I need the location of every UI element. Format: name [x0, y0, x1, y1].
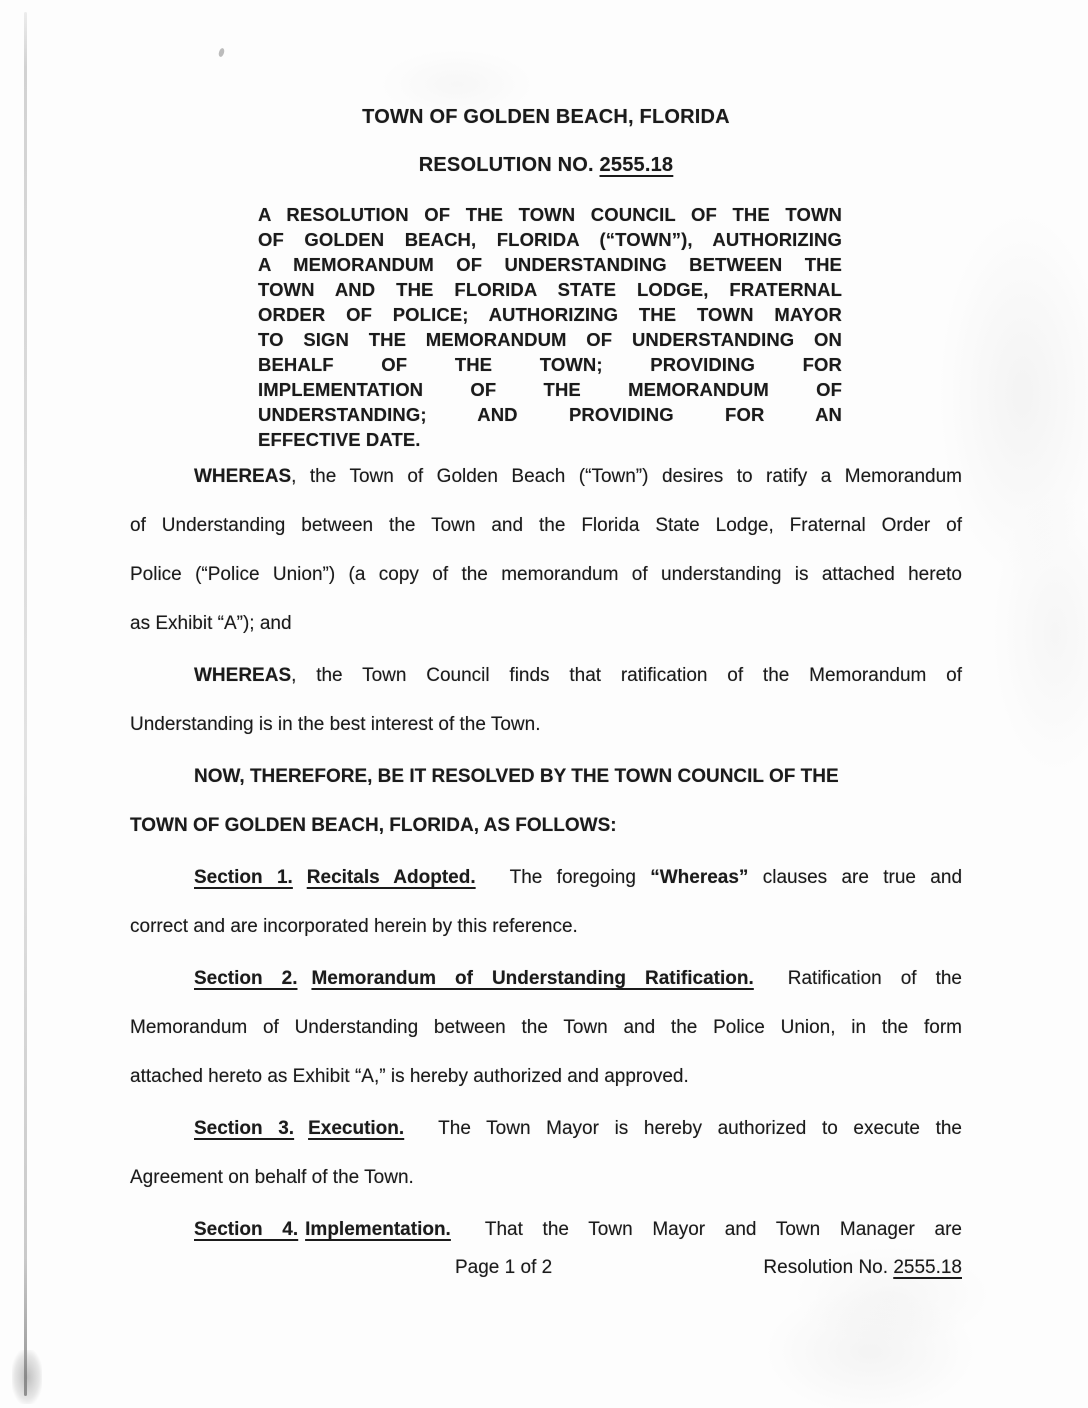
- section-2-memorandum-ratification: [130, 954, 962, 1101]
- text-segment: WHEREAS: [194, 466, 292, 487]
- text-line: [130, 752, 962, 801]
- text-line: [130, 599, 962, 648]
- footer-resolution-number: 2555.18: [893, 1257, 962, 1278]
- text-segment: Section 1.: [194, 867, 293, 888]
- resolution-label: RESOLUTION NO.: [418, 154, 600, 176]
- text-segment: The Town Mayor is hereby authorized to execute the: [438, 1118, 962, 1139]
- text-line: [130, 550, 962, 599]
- text-segment: , the Town of Golden Beach (“Town”) desires to ratify a Memorandum: [291, 466, 962, 487]
- text-segment: ORDER OF POLICE; AUTHORIZING THE TOWN MAYOR: [258, 304, 842, 325]
- text-line: [258, 252, 842, 277]
- text-segment: Police (“Police Union”) (a copy of the memorandum of understanding is attached hereto: [130, 564, 962, 585]
- text-segment: TOWN OF GOLDEN BEACH, FLORIDA, AS FOLLOWS:: [130, 815, 617, 836]
- text-segment: Section 2.: [194, 968, 298, 989]
- text-segment: as Exhibit “A”); and: [130, 613, 292, 634]
- text-segment: TOWN AND THE FLORIDA STATE LODGE, FRATERNAL: [258, 279, 842, 300]
- text-line: [258, 402, 842, 427]
- text-line: [258, 302, 842, 327]
- text-segment: EFFECTIVE DATE.: [258, 429, 421, 450]
- resolution-number: 2555.18: [599, 154, 674, 176]
- text-segment: UNDERSTANDING; AND PROVIDING FOR AN: [258, 404, 842, 425]
- text-segment: A RESOLUTION OF THE TOWN COUNCIL OF THE TOWN: [258, 204, 842, 225]
- resolution-summary-caption: [258, 202, 842, 452]
- text-line: [130, 1003, 962, 1052]
- text-line: [258, 277, 842, 302]
- text-segment: Section 4.: [194, 1219, 299, 1240]
- text-segment: Implementation.: [305, 1219, 451, 1240]
- whereas-clause-2: [130, 651, 962, 749]
- text-line: [130, 1104, 962, 1153]
- scan-artifact-bottom-smudge: [12, 1350, 42, 1404]
- text-line: [130, 902, 962, 951]
- text-segment: Agreement on behalf of the Town.: [130, 1167, 414, 1188]
- text-segment: “Whereas”: [650, 867, 749, 888]
- text-line: [130, 452, 962, 501]
- text-segment: Execution.: [308, 1118, 405, 1139]
- text-segment: Memorandum of Understanding Ratification.: [311, 968, 754, 989]
- scan-artifact-vertical-line: [24, 12, 27, 1396]
- text-line: [130, 651, 962, 700]
- text-line: [258, 427, 842, 452]
- resolution-number-heading: [130, 152, 962, 178]
- text-segment: The foregoing: [509, 867, 651, 888]
- text-segment: That the Town Mayor and Town Manager are: [484, 1219, 962, 1240]
- document-body: [130, 202, 962, 1254]
- text-segment: NOW, THEREFORE, BE IT RESOLVED BY THE TOWN COUNCIL OF THE: [194, 766, 839, 787]
- resolved-clause: [130, 752, 962, 850]
- document-content: [130, 0, 962, 1257]
- section-3-execution: [130, 1104, 962, 1202]
- text-segment: correct and are incorporated herein by this reference.: [130, 916, 578, 937]
- footer-resolution-reference: [763, 1256, 962, 1280]
- page-number: Page 1 of 2: [455, 1257, 553, 1278]
- text-segment: OF GOLDEN BEACH, FLORIDA (“TOWN”), AUTHORIZING: [258, 229, 842, 250]
- whereas-clause-1: [130, 452, 962, 648]
- text-line: [130, 501, 962, 550]
- text-segment: of Understanding between the Town and the Florida State Lodge, Fraternal Order of: [130, 515, 962, 536]
- text-segment: WHEREAS: [194, 665, 292, 686]
- text-line: [130, 801, 962, 850]
- text-segment: clauses are true and: [748, 867, 963, 888]
- text-line: [258, 377, 842, 402]
- text-segment: Memorandum of Understanding between the Town and the Police Union, in the form: [130, 1017, 962, 1038]
- text-segment: attached hereto as Exhibit “A,” is hereby authorized and approved.: [130, 1066, 689, 1087]
- text-line: [130, 1205, 962, 1254]
- document-title: TOWN OF GOLDEN BEACH, FLORIDA: [362, 106, 730, 128]
- text-line: [258, 227, 842, 252]
- footer-resolution-label: Resolution No.: [763, 1257, 894, 1278]
- text-segment: Ratification of the: [787, 968, 962, 989]
- section-1-recitals-adopted: [130, 853, 962, 951]
- text-segment: IMPLEMENTATION OF THE MEMORANDUM OF: [258, 379, 842, 400]
- text-line: [130, 853, 962, 902]
- text-line: [130, 1052, 962, 1101]
- text-line: [258, 327, 842, 352]
- text-line: [130, 1153, 962, 1202]
- text-segment: Understanding is in the best interest of the Town.: [130, 714, 541, 735]
- text-segment: TO SIGN THE MEMORANDUM OF UNDERSTANDING ON: [258, 329, 842, 350]
- text-line: [258, 352, 842, 377]
- text-segment: Section 3.: [194, 1118, 295, 1139]
- text-segment: BEHALF OF THE TOWN; PROVIDING FOR: [258, 354, 842, 375]
- text-line: [258, 202, 842, 227]
- text-segment: , the Town Council finds that ratification of the Memorandum of: [291, 665, 962, 686]
- page-footer: [130, 1256, 962, 1286]
- section-4-implementation: [130, 1205, 962, 1254]
- text-line: [130, 700, 962, 749]
- text-line: [130, 954, 962, 1003]
- text-segment: A MEMORANDUM OF UNDERSTANDING BETWEEN THE: [258, 254, 842, 275]
- text-segment: Recitals Adopted.: [306, 867, 476, 888]
